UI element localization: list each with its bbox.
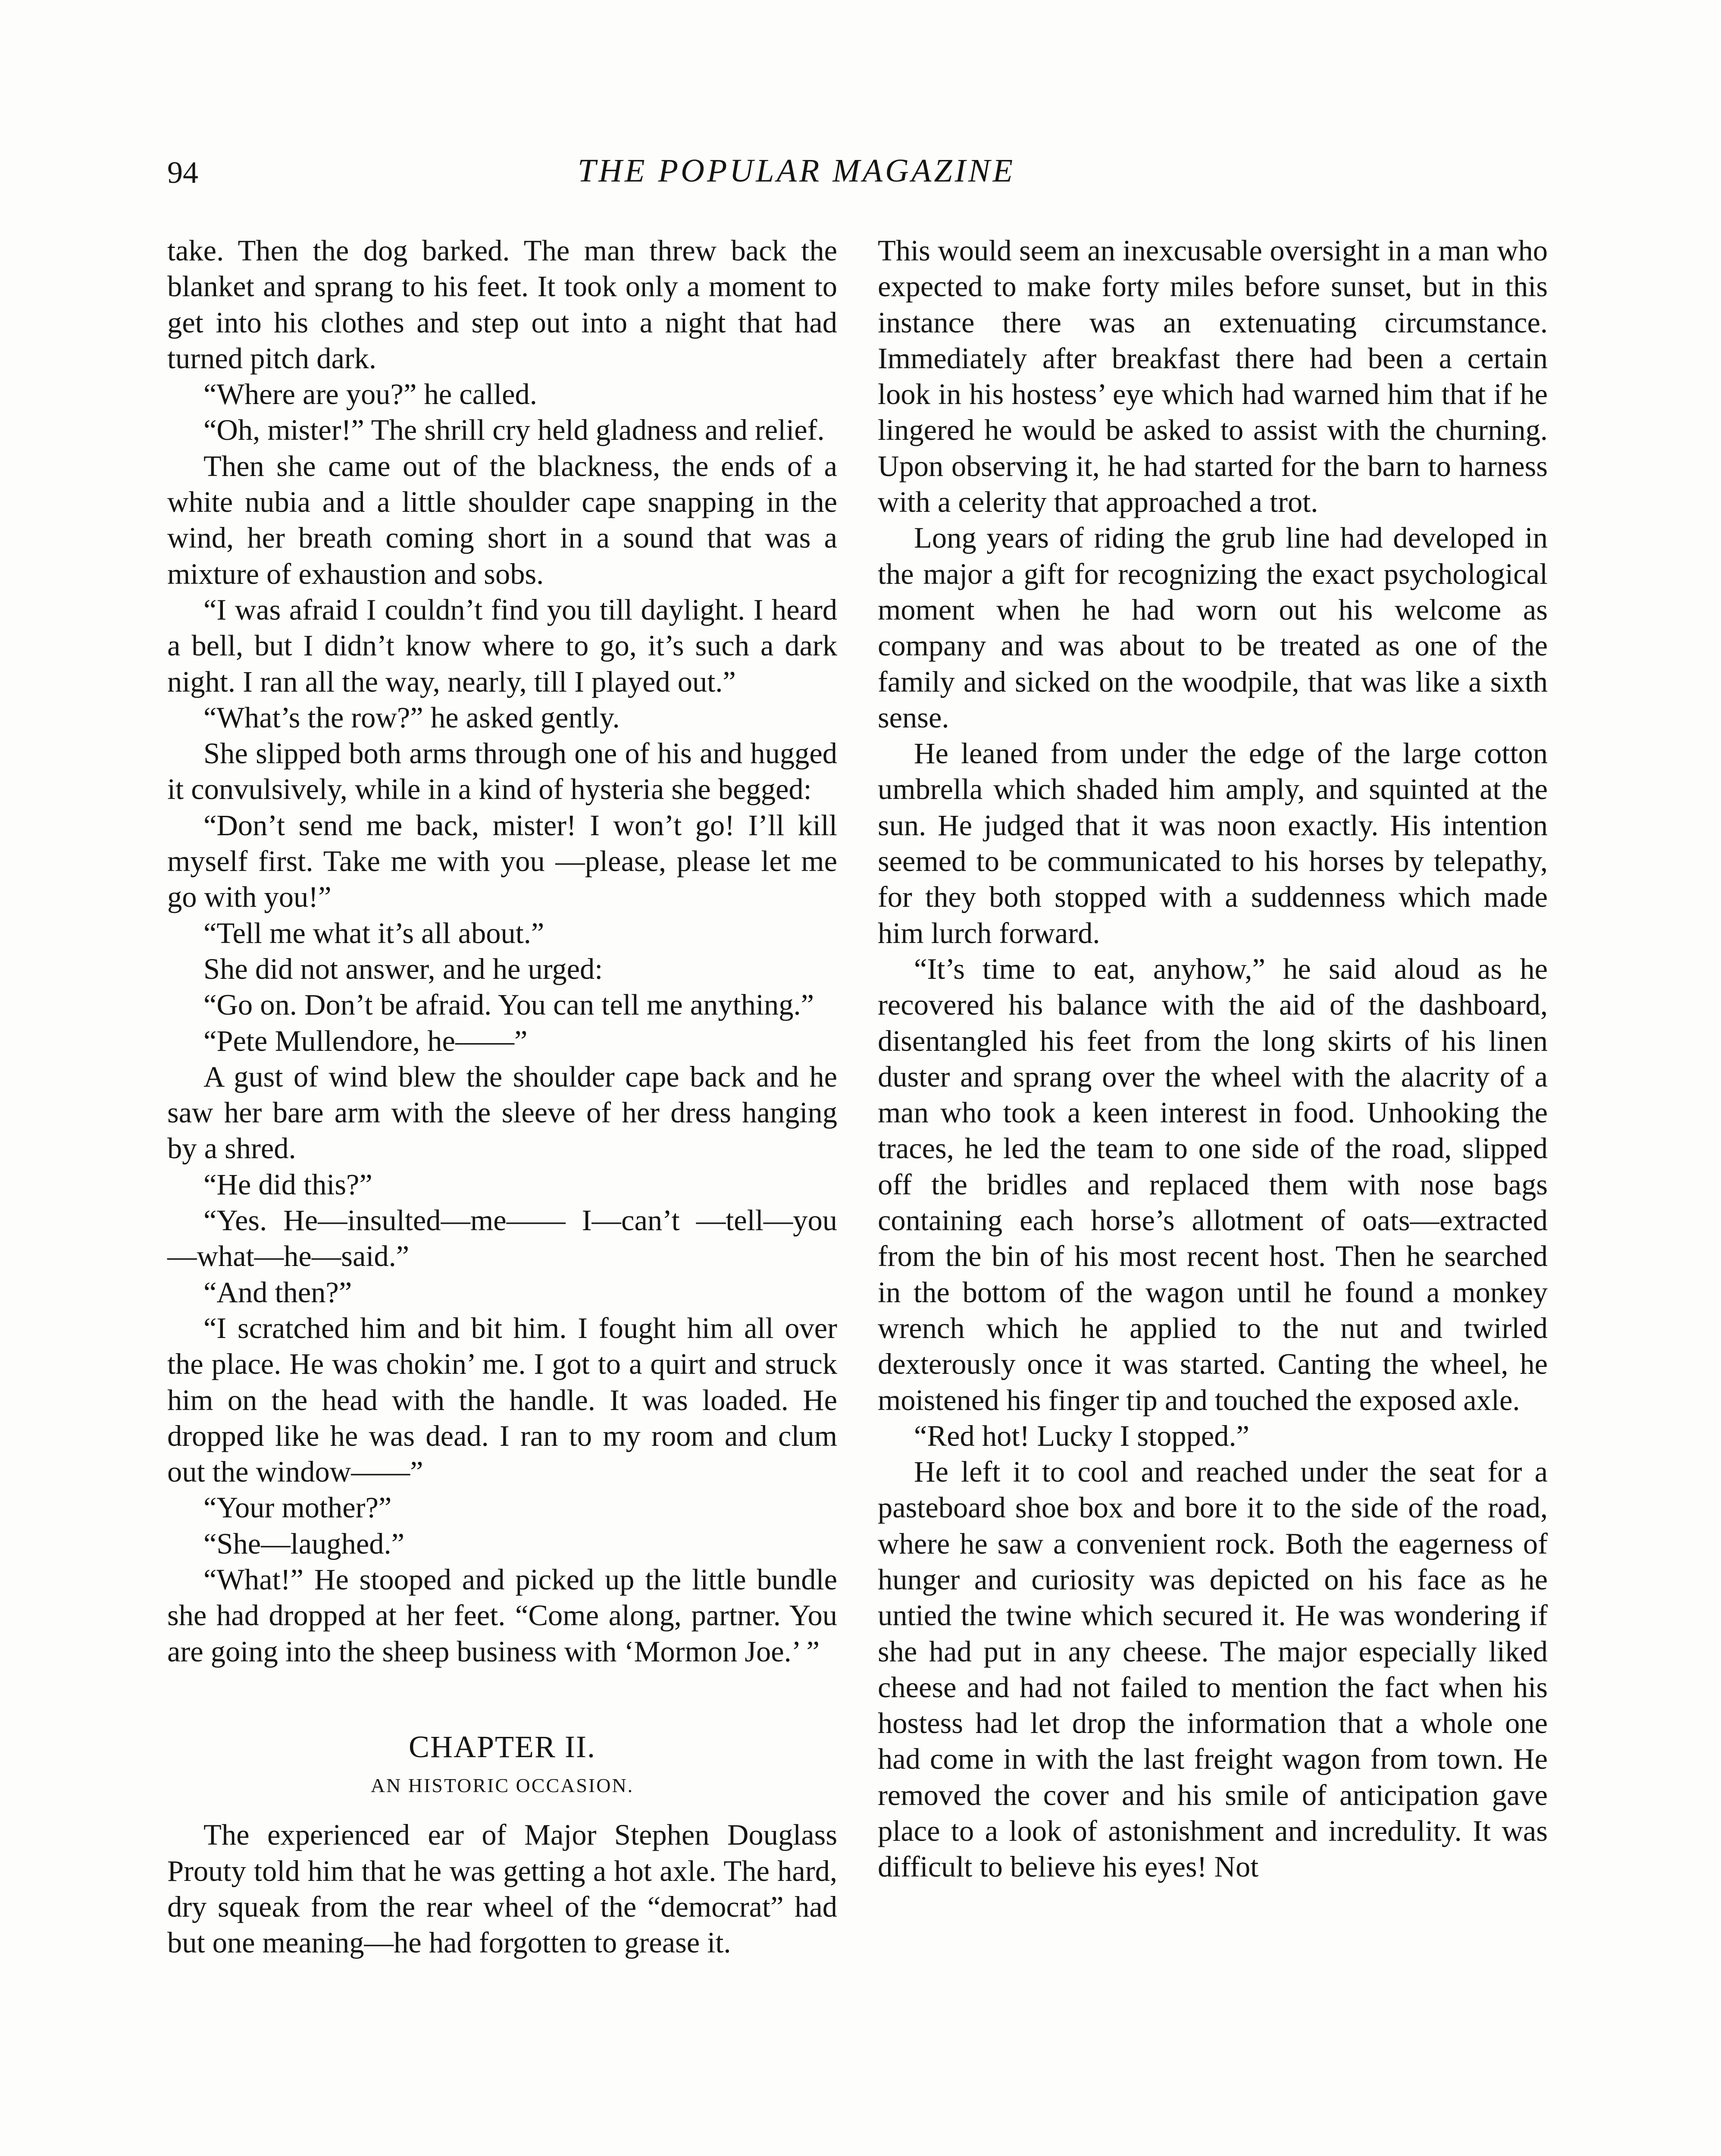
paragraph: “It’s time to eat, anyhow,” he said aloud as he recovered his balance with the aid of the dashboard, disentangled his feet from the long skirts of his linen duster and sprang over the wheel with the alacrity of a man who took a keen interest in food. Unhooking the traces, he led the team to one side of the road, slipped off the bridles and replaced them with nose bags containing each horse’s allotment of oats—extracted from the bin of his most recent host. Then he searched in the bottom of the wagon until he found a monkey wrench which he applied to the nut and twirled dexterously once it was started. Canting the wheel, he moistened his finger tip and touched the exposed axle. xyxy=(878,952,1548,1416)
paragraph: A gust of wind blew the shoulder cape back and he saw her bare arm with the sleeve of her dress hanging by a shred. xyxy=(167,1060,837,1165)
paragraph: “Red hot! Lucky I stopped.” xyxy=(914,1419,1250,1452)
paragraph: “Yes. He—insulted—me—— I—can’t —tell—you—what—he—said.” xyxy=(167,1204,837,1273)
paragraph: “Don’t send me back, mister! I won’t go! I’ll kill myself first. Take me with you —please, please let me go with you!” xyxy=(167,808,837,914)
chapter-subtitle: AN HISTORIC OCCASION. xyxy=(370,1774,634,1797)
paragraph: “She—laughed.” xyxy=(203,1527,405,1560)
paragraph: “Where are you?” he called. xyxy=(203,378,537,411)
paragraph: “And then?” xyxy=(203,1275,352,1309)
paragraph: “Pete Mullendore, he——” xyxy=(203,1024,528,1057)
chapter-title: CHAPTER II. xyxy=(409,1729,596,1764)
running-title: THE POPULAR MAGAZINE xyxy=(578,153,1016,189)
paragraph: Then she came out of the blackness, the ends of a white nubia and a little shoulder cape snapping in the wind, her breath coming short in a sound that was a mixture of exhaustion and sobs. xyxy=(167,449,837,590)
paragraph: “Go on. Don’t be afraid. You can tell me anything.” xyxy=(203,988,814,1022)
paragraph: The experienced ear of Major Stephen Douglass Prouty told him that he was getting a hot axle. The hard, dry squeak from the rear wheel of the “democrat” had but one meaning—he had forgotten to grease it. xyxy=(167,1818,837,1959)
paragraph: He left it to cool and reached under the seat for a pasteboard shoe box and bore it to the side of the road, where he saw a convenient rock. Both the eagerness of hunger and curiosity was depicted on his face as he untied the twine which secured it. He was wondering if she had put in any cheese. The major especially liked cheese and had not failed to mention the fact when his hostess had let drop the information that a whole one had come in with the last freight wagon from town. He removed the cover and his smile of anticipation gave place to a look of astonishment and incredulity. It was difficult to believe his eyes! Not xyxy=(878,1455,1548,1883)
paragraph: take. Then the dog barked. The man threw back the blanket and sprang to his feet. It took only a moment to get into his clothes and step out into a night that had turned pitch dark. xyxy=(167,234,837,375)
paragraph: “He did this?” xyxy=(203,1168,372,1201)
right-column xyxy=(878,233,1548,1885)
paragraph: Long years of riding the grub line had developed in the major a gift for recognizing the exact psychological moment when he had worn out his welcome as company and was about to be treated as one of the family and sicked on the woodpile, that was like a sixth sense. xyxy=(878,521,1548,734)
page-number: 94 xyxy=(167,155,198,190)
paragraph: “What!” He stooped and picked up the little bundle she had dropped at her feet. “Come along, partner. You are going into the sheep business with ‘Mormon Joe.’ ” xyxy=(167,1563,837,1668)
paragraph: She did not answer, and he urged: xyxy=(203,952,603,985)
paragraph: “I scratched him and bit him. I fought him all over the place. He was chokin’ me. I got to a quirt and struck him on the head with the handle. It was loaded. He dropped like he was dead. I ran to my room and clum out the window——” xyxy=(167,1311,837,1489)
paragraph: “Oh, mister!” The shrill cry held gladness and relief. xyxy=(203,414,825,447)
paragraph: “What’s the row?” he asked gently. xyxy=(203,701,620,734)
left-column xyxy=(167,233,837,1961)
paragraph: “Your mother?” xyxy=(203,1491,392,1524)
paragraph: He leaned from under the edge of the large cotton umbrella which shaded him amply, and squinted at the sun. He judged that it was noon exactly. His intention seemed to be communicated to his horses by telepathy, for they both stopped with a suddenness which made him lurch forward. xyxy=(878,737,1548,950)
paragraph: “I was afraid I couldn’t find you till daylight. I heard a bell, but I didn’t know where to go, it’s such a dark night. I ran all the way, nearly, till I played out.” xyxy=(167,593,837,698)
paragraph: She slipped both arms through one of his and hugged it convulsively, while in a kind of hysteria she begged: xyxy=(167,737,837,806)
paragraph: This would seem an inexcusable oversight in a man who expected to make forty miles before sunset, but in this instance there was an extenuating circumstance. Immediately after breakfast there had been a certain look in his hostess’ eye which had warned him that if he lingered he would be asked to assist with the churning. Upon observing it, he had started for the barn to harness with a celerity that approached a trot. xyxy=(878,234,1548,519)
paragraph: “Tell me what it’s all about.” xyxy=(203,916,544,950)
